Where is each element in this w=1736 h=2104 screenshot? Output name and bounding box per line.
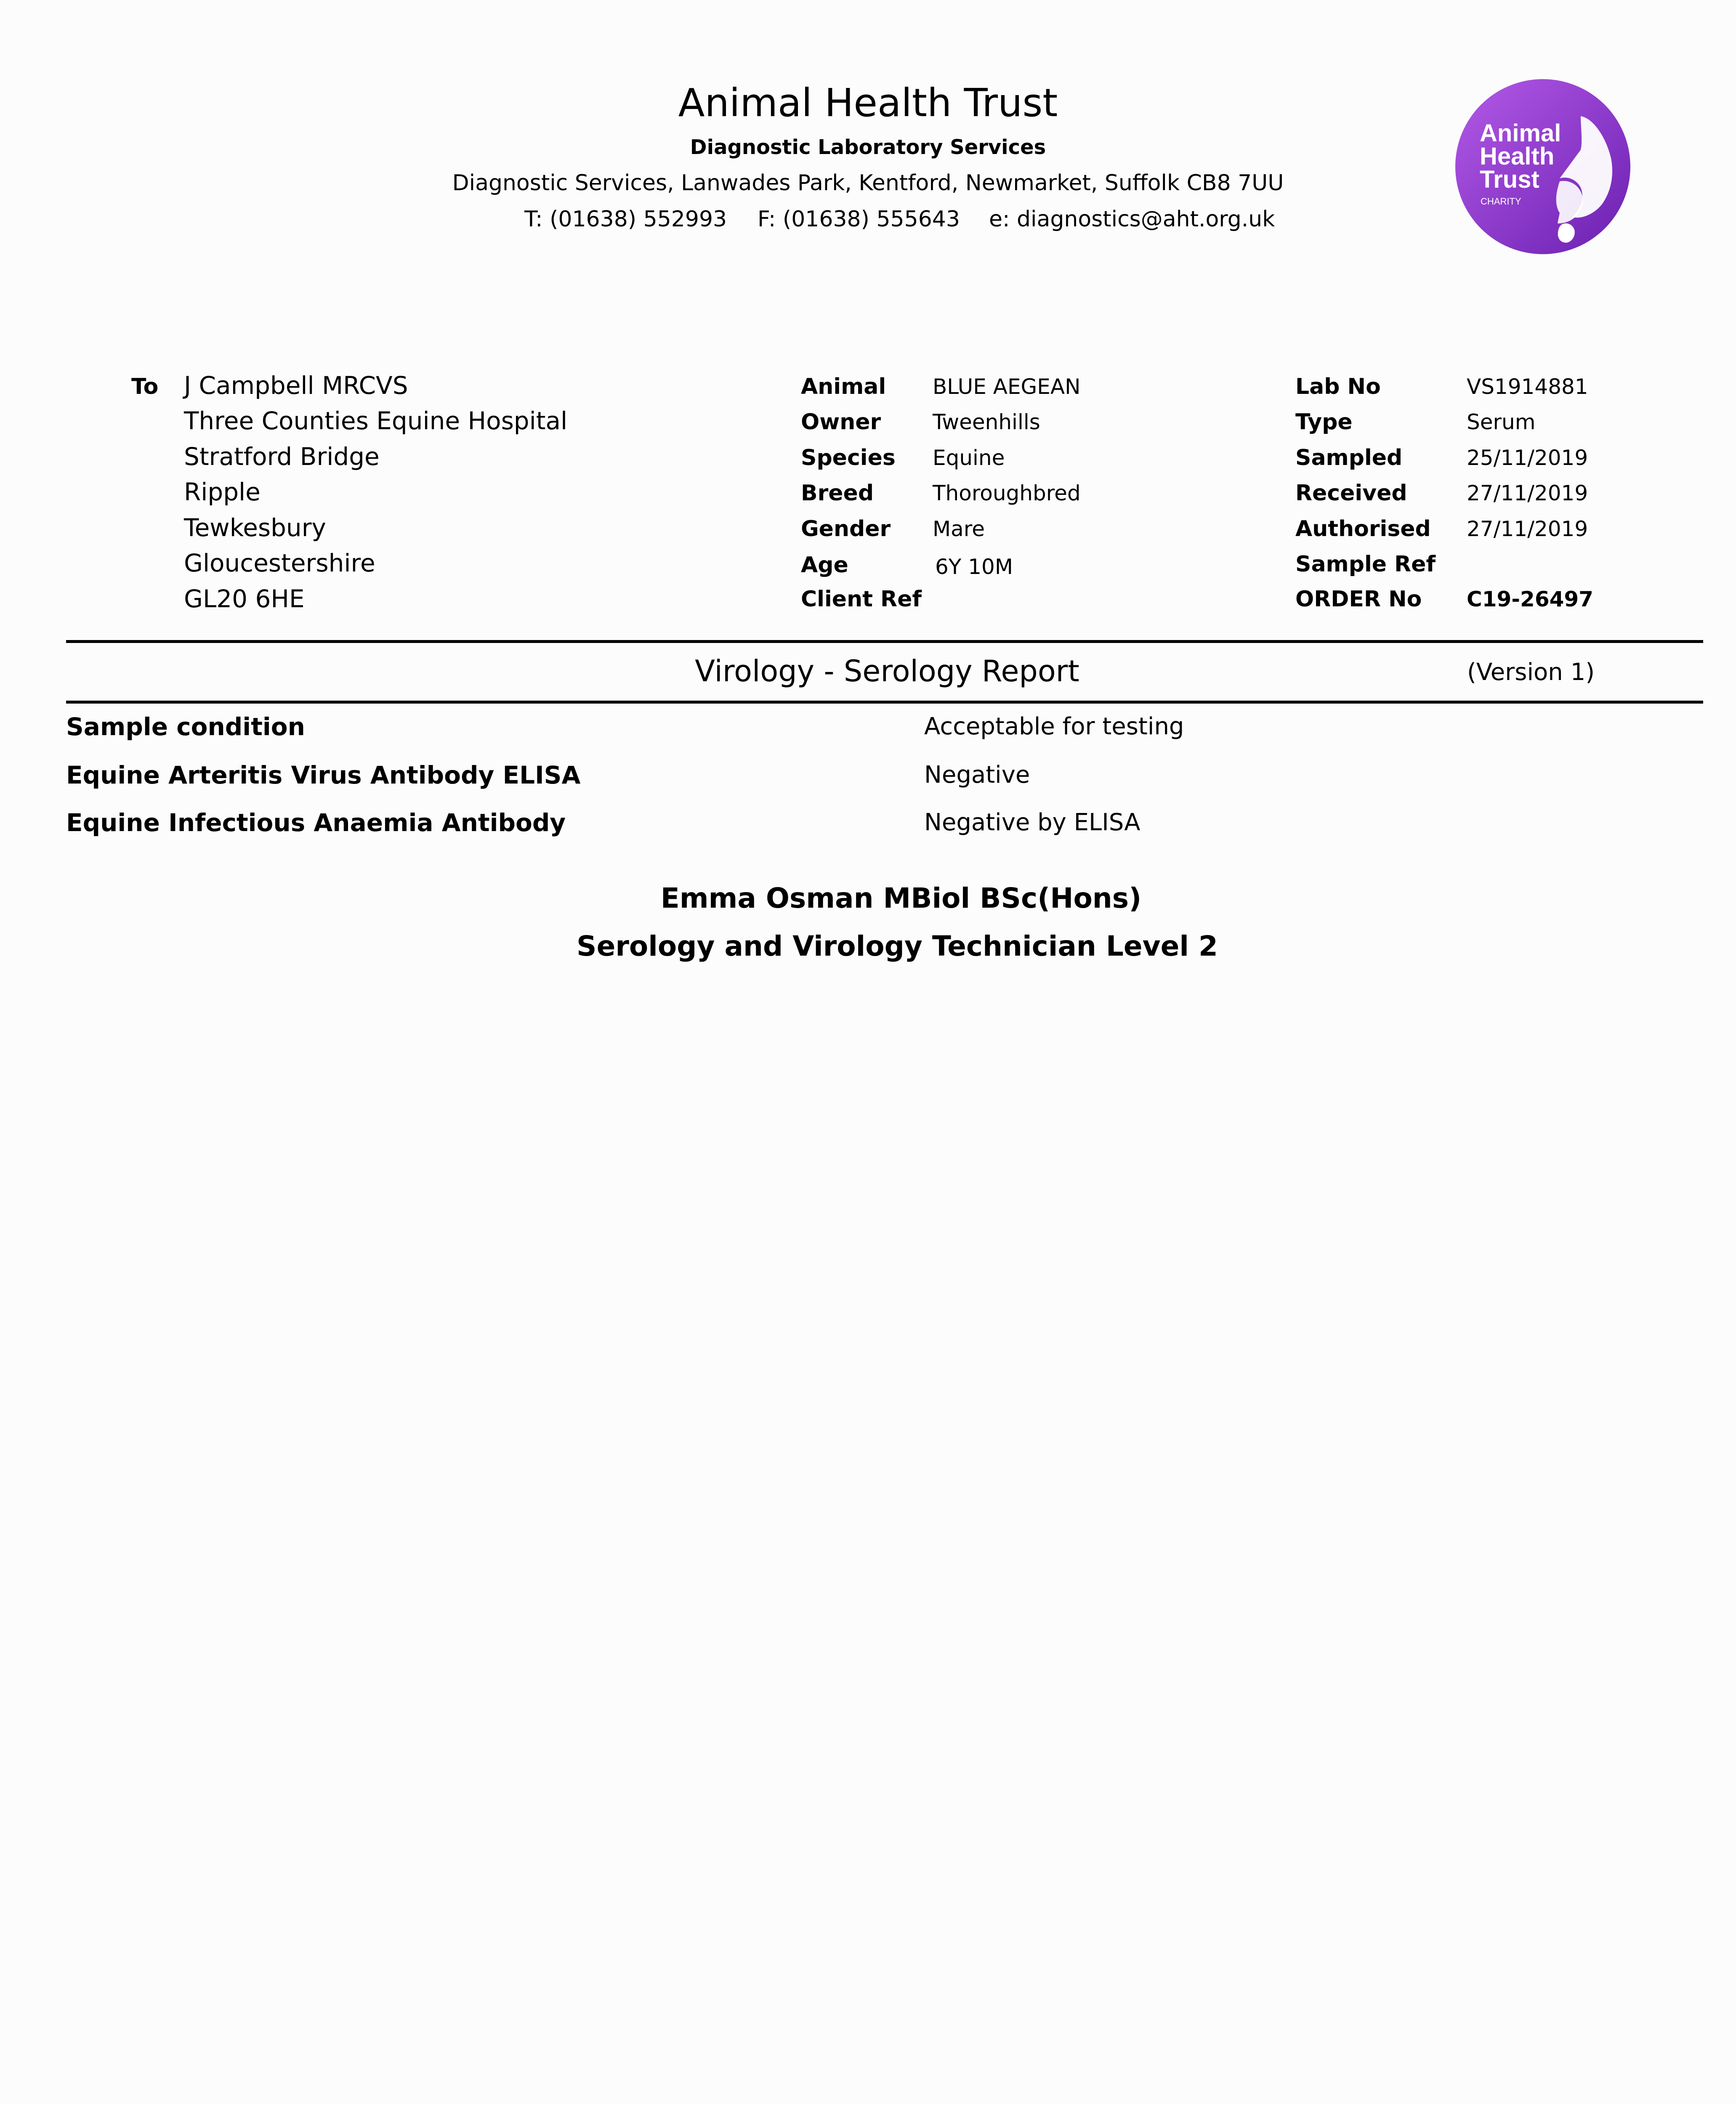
age-value: 6Y 10M [935, 555, 1013, 579]
result-value: Acceptable for testing [924, 713, 1184, 740]
sampled-value: 25/11/2019 [1467, 446, 1588, 470]
sample-ref-label: Sample Ref [1295, 552, 1436, 577]
recipient-line: Three Counties Equine Hospital [184, 406, 568, 435]
breed-value: Thoroughbred [933, 481, 1081, 505]
gender-label: Gender [801, 516, 891, 542]
gender-value: Mare [933, 517, 985, 541]
divider-top [66, 640, 1703, 643]
signatory-role: Serology and Virology Technician Level 2 [577, 930, 1218, 962]
contact-fax: F: (01638) 555643 [758, 207, 960, 232]
species-label: Species [801, 445, 896, 470]
age-label: Age [801, 553, 848, 578]
type-value: Serum [1467, 410, 1536, 434]
result-label: Equine Infectious Anaemia Antibody [66, 808, 566, 837]
result-value: Negative [924, 761, 1030, 789]
signatory-name: Emma Osman MBiol BSc(Hons) [660, 882, 1142, 914]
aht-logo-graphic [1454, 78, 1631, 255]
to-label: To [131, 374, 159, 399]
report-version: (Version 1) [1467, 659, 1595, 686]
divider-bottom [66, 701, 1703, 704]
recipient-line: J Campbell MRCVS [184, 371, 408, 400]
owner-label: Owner [801, 409, 881, 435]
animal-value: BLUE AEGEAN [933, 375, 1081, 399]
client-ref-label: Client Ref [801, 587, 922, 612]
result-label: Equine Arteritis Virus Antibody ELISA [66, 761, 581, 789]
sampled-label: Sampled [1295, 445, 1403, 470]
order-no-label: ORDER No [1295, 587, 1422, 612]
report-title: Virology - Serology Report [695, 654, 1079, 688]
received-value: 27/11/2019 [1467, 481, 1588, 505]
logo-text-line2: Health [1480, 143, 1555, 170]
recipient-line: Tewkesbury [184, 513, 326, 542]
order-no-value: C19-26497 [1467, 587, 1593, 611]
received-label: Received [1295, 481, 1407, 506]
aht-logo [1454, 78, 1631, 255]
lab-no-value: VS1914881 [1467, 375, 1588, 399]
recipient-line: GL20 6HE [184, 584, 305, 613]
contact-phone: T: (01638) 552993 [524, 207, 727, 232]
type-label: Type [1295, 409, 1353, 435]
org-subtitle: Diagnostic Laboratory Services [690, 135, 1046, 159]
species-value: Equine [933, 446, 1005, 470]
result-value: Negative by ELISA [924, 809, 1140, 836]
recipient-line: Gloucestershire [184, 549, 375, 577]
logo-text-line1: Animal [1480, 120, 1561, 147]
org-address: Diagnostic Services, Lanwades Park, Kentford, Newmarket, Suffolk CB8 7UU [452, 170, 1284, 196]
contact-email: e: diagnostics@aht.org.uk [989, 207, 1275, 232]
owner-value: Tweenhills [933, 410, 1040, 434]
animal-label: Animal [801, 374, 886, 399]
breed-label: Breed [801, 481, 874, 506]
authorised-label: Authorised [1295, 516, 1431, 542]
logo-text-line3: Trust [1480, 166, 1539, 193]
authorised-value: 27/11/2019 [1467, 517, 1588, 541]
recipient-line: Ripple [184, 478, 261, 506]
lab-no-label: Lab No [1295, 374, 1381, 399]
org-title: Animal Health Trust [678, 80, 1058, 125]
logo-tagline: CHARITY [1481, 196, 1521, 207]
recipient-line: Stratford Bridge [184, 442, 380, 471]
result-label: Sample condition [66, 712, 305, 741]
